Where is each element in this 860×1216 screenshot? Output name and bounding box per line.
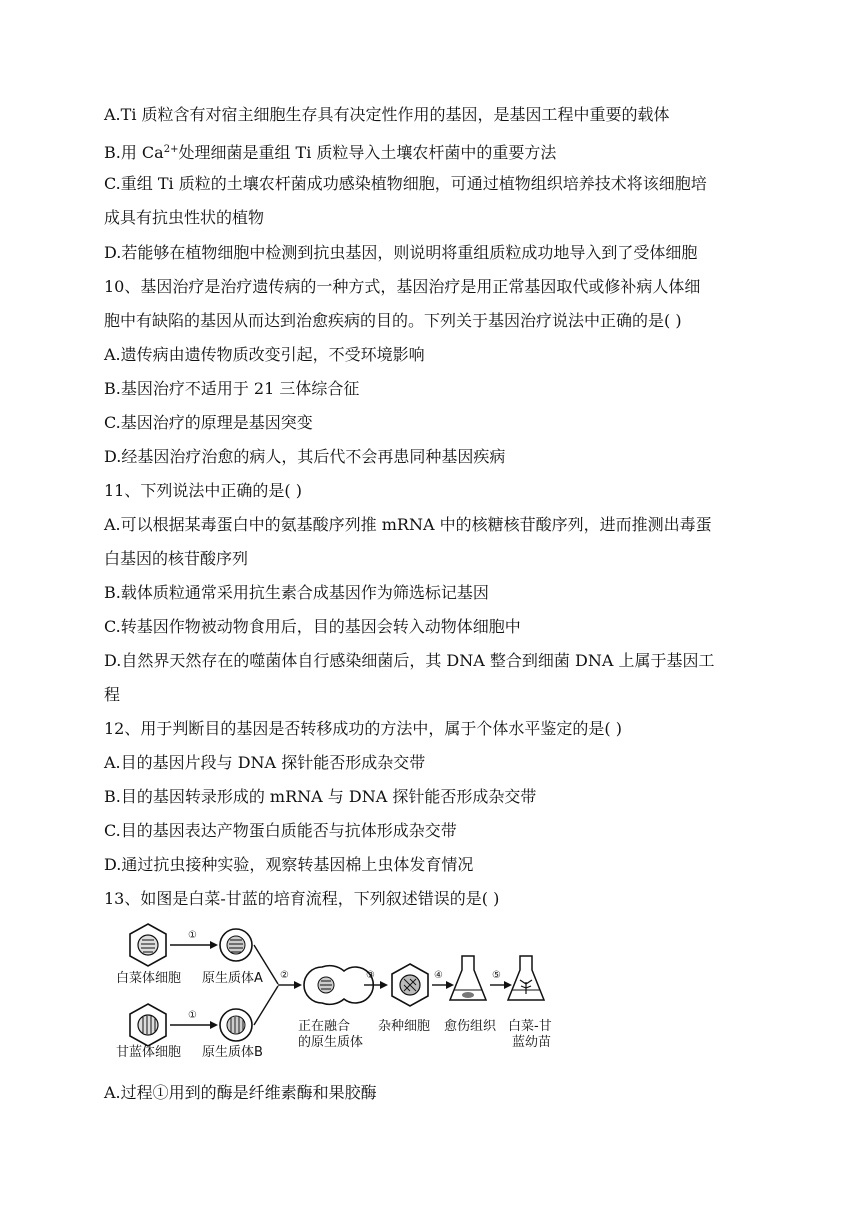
- kale-cell-icon: [130, 1004, 166, 1046]
- option-13a: A.过程①用到的酶是纤维素酶和果胶酶: [104, 1083, 377, 1102]
- question-13: 13、如图是白菜-甘蓝的培育流程，下列叙述错误的是( ): [104, 889, 500, 908]
- option-9c: C.重组 Ti 质粒的土壤农杆菌成功感染植物细胞，可通过植物组织培养技术将该细胞培: [104, 174, 707, 193]
- hybrid-cell-label: 杂种细胞: [378, 1019, 431, 1034]
- arrow-step4: [432, 981, 454, 989]
- step1a-label: ①: [188, 930, 197, 941]
- protoplast-b-label: 原生质体B: [202, 1045, 263, 1060]
- protoplast-a-label: 原生质体A: [202, 971, 263, 986]
- step4-label: ④: [434, 970, 443, 981]
- seedling-flask-icon: [508, 956, 544, 1000]
- cabbage-cell-label: 白菜体细胞: [116, 971, 182, 986]
- fusing-protoplasts-icon: [304, 966, 373, 1005]
- seedling-label-1: 白菜-甘: [508, 1019, 552, 1034]
- hybrid-cell-icon: [392, 964, 428, 1006]
- seedling-label-2: 蓝幼苗: [512, 1035, 552, 1050]
- option-9d: D.若能够在植物细胞中检测到抗虫基因，则说明将重组质粒成功地导入到了受体细胞: [104, 243, 698, 262]
- step3-label: ③: [366, 970, 375, 981]
- option-11d: D.自然界天然存在的噬菌体自行感染细菌后，其 DNA 整合到细菌 DNA 上属于基因工: [104, 651, 715, 670]
- option-12a: A.目的基因片段与 DNA 探针能否形成杂交带: [104, 753, 426, 772]
- step2-label: ②: [280, 970, 289, 981]
- question-11: 11、下列说法中正确的是( ): [104, 481, 302, 500]
- option-10d: D.经基因治疗治愈的病人，其后代不会再患同种基因疾病: [104, 447, 506, 466]
- option-12d: D.通过抗虫接种实验，观察转基因棉上虫体发育情况: [104, 855, 474, 874]
- option-9b: [104, 140, 556, 163]
- option-9b-suffix: 处理细菌是重组 Ti 质粒导入土壤农杆菌中的重要方法: [178, 143, 557, 162]
- arrow-step1b: [170, 1021, 218, 1029]
- kale-cell-label: 甘蓝体细胞: [116, 1045, 182, 1060]
- callus-label: 愈伤组织: [444, 1019, 497, 1034]
- ion-charge: 2+: [163, 144, 179, 155]
- arrow-step3: [364, 981, 388, 989]
- arrow-step1a: [170, 941, 218, 949]
- question-10-cont: 胞中有缺陷的基因从而达到治愈疾病的目的。下列关于基因治疗说法中正确的是( ): [104, 311, 682, 330]
- option-11b: B.载体质粒通常采用抗生素合成基因作为筛选标记基因: [104, 583, 489, 602]
- fusing-label-1: 正在融合: [298, 1019, 351, 1034]
- cabbage-cell-icon: [130, 924, 166, 966]
- option-9b-prefix: B.用 Ca: [104, 143, 164, 162]
- step5-label: ⑤: [492, 970, 501, 981]
- arrow-step5: [490, 981, 512, 989]
- option-10b: B.基因治疗不适用于 21 三体综合征: [104, 379, 360, 398]
- cabbage-kale-flow-diagram: [108, 920, 568, 1060]
- callus-flask-icon: [450, 956, 486, 1000]
- option-10a: A.遗传病由遗传物质改变引起，不受环境影响: [104, 345, 425, 364]
- option-9a: A.Ti 质粒含有对宿主细胞生存具有决定性作用的基因，是基因工程中重要的载体: [104, 105, 670, 124]
- question-10: 10、基因治疗是治疗遗传病的一种方式，基因治疗是用正常基因取代或修补病人体细: [104, 277, 701, 296]
- option-9c-cont: 成具有抗虫性状的植物: [104, 208, 265, 227]
- option-12c: C.目的基因表达产物蛋白质能否与抗体形成杂交带: [104, 821, 457, 840]
- option-11c: C.转基因作物被动物食用后，目的基因会转入动物体细胞中: [104, 617, 521, 636]
- option-11d-cont: 程: [104, 685, 121, 704]
- option-10c: C.基因治疗的原理是基因突变: [104, 413, 313, 432]
- step1b-label: ①: [188, 1010, 197, 1021]
- option-12b: B.目的基因转录形成的 mRNA 与 DNA 探针能否形成杂交带: [104, 787, 537, 806]
- option-11a-cont: 白基因的核苷酸序列: [104, 549, 249, 568]
- question-12: 12、用于判断目的基因是否转移成功的方法中，属于个体水平鉴定的是( ): [104, 719, 622, 738]
- protoplast-a-icon: [220, 929, 252, 961]
- option-11a: A.可以根据某毒蛋白中的氨基酸序列推 mRNA 中的核糖核苷酸序列，进而推测出毒蛋: [104, 515, 712, 534]
- fusing-label-2: 的原生质体: [298, 1035, 364, 1050]
- protoplast-b-icon: [220, 1009, 252, 1041]
